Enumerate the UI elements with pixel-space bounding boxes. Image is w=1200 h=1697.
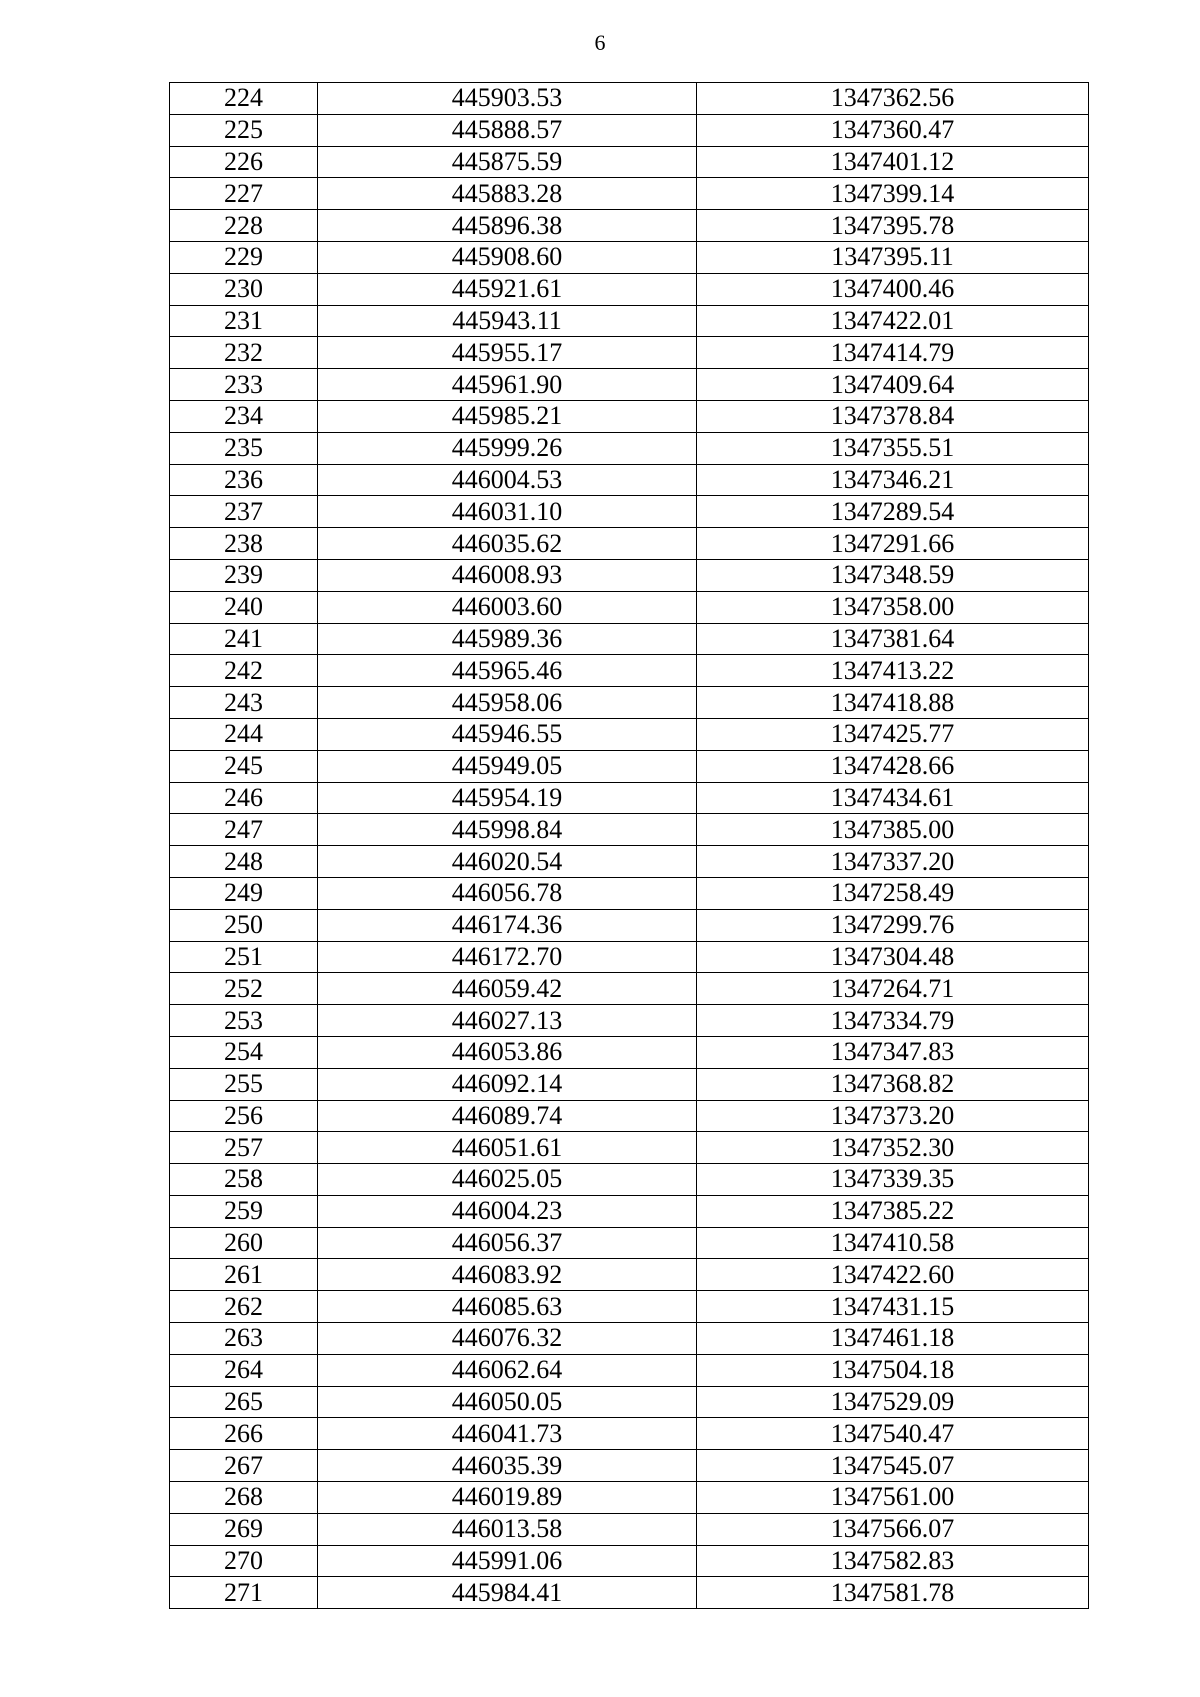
point-number-cell: 235 [170, 432, 318, 464]
x-coordinate-cell: 445921.61 [318, 273, 697, 305]
table-row [170, 718, 1089, 750]
y-coordinate-cell: 1347418.88 [697, 687, 1089, 719]
point-number-cell: 268 [170, 1482, 318, 1514]
point-number-cell: 241 [170, 623, 318, 655]
y-coordinate-cell: 1347410.58 [697, 1227, 1089, 1259]
y-coordinate-cell: 1347425.77 [697, 718, 1089, 750]
table-row [170, 1418, 1089, 1450]
point-number-cell: 225 [170, 114, 318, 146]
y-coordinate-cell: 1347304.48 [697, 941, 1089, 973]
table-row [170, 1291, 1089, 1323]
table-row [170, 305, 1089, 337]
point-number-cell: 229 [170, 241, 318, 273]
table-row [170, 591, 1089, 623]
point-number-cell: 237 [170, 496, 318, 528]
x-coordinate-cell: 445908.60 [318, 241, 697, 273]
table-row [170, 464, 1089, 496]
y-coordinate-cell: 1347422.01 [697, 305, 1089, 337]
table-row [170, 1323, 1089, 1355]
x-coordinate-cell: 445984.41 [318, 1577, 697, 1609]
table-row [170, 432, 1089, 464]
y-coordinate-cell: 1347414.79 [697, 337, 1089, 369]
y-coordinate-cell: 1347299.76 [697, 909, 1089, 941]
y-coordinate-cell: 1347561.00 [697, 1482, 1089, 1514]
table-row [170, 1100, 1089, 1132]
point-number-cell: 248 [170, 846, 318, 878]
y-coordinate-cell: 1347355.51 [697, 432, 1089, 464]
x-coordinate-cell: 445903.53 [318, 83, 697, 115]
y-coordinate-cell: 1347434.61 [697, 782, 1089, 814]
y-coordinate-cell: 1347581.78 [697, 1577, 1089, 1609]
table-row [170, 623, 1089, 655]
x-coordinate-cell: 445954.19 [318, 782, 697, 814]
y-coordinate-cell: 1347409.64 [697, 369, 1089, 401]
x-coordinate-cell: 446025.05 [318, 1164, 697, 1196]
x-coordinate-cell: 446003.60 [318, 591, 697, 623]
table-row [170, 782, 1089, 814]
y-coordinate-cell: 1347395.78 [697, 210, 1089, 242]
y-coordinate-cell: 1347373.20 [697, 1100, 1089, 1132]
x-coordinate-cell: 445985.21 [318, 400, 697, 432]
x-coordinate-cell: 446041.73 [318, 1418, 697, 1450]
point-number-cell: 251 [170, 941, 318, 973]
table-row [170, 814, 1089, 846]
point-number-cell: 236 [170, 464, 318, 496]
table-row [170, 273, 1089, 305]
x-coordinate-cell: 446008.93 [318, 559, 697, 591]
point-number-cell: 264 [170, 1354, 318, 1386]
table-row [170, 1259, 1089, 1291]
table-row [170, 1164, 1089, 1196]
table-row [170, 1132, 1089, 1164]
table-row [170, 337, 1089, 369]
x-coordinate-cell: 446092.14 [318, 1068, 697, 1100]
y-coordinate-cell: 1347431.15 [697, 1291, 1089, 1323]
y-coordinate-cell: 1347352.30 [697, 1132, 1089, 1164]
point-number-cell: 242 [170, 655, 318, 687]
x-coordinate-cell: 445883.28 [318, 178, 697, 210]
point-number-cell: 247 [170, 814, 318, 846]
point-number-cell: 228 [170, 210, 318, 242]
table-row [170, 178, 1089, 210]
coordinates-table-body [170, 83, 1089, 1609]
table-row [170, 973, 1089, 1005]
point-number-cell: 243 [170, 687, 318, 719]
y-coordinate-cell: 1347461.18 [697, 1323, 1089, 1355]
point-number-cell: 271 [170, 1577, 318, 1609]
x-coordinate-cell: 445955.17 [318, 337, 697, 369]
y-coordinate-cell: 1347358.00 [697, 591, 1089, 623]
table-row [170, 1450, 1089, 1482]
page-number: 6 [594, 30, 606, 55]
y-coordinate-cell: 1347334.79 [697, 1005, 1089, 1037]
x-coordinate-cell: 446174.36 [318, 909, 697, 941]
point-number-cell: 254 [170, 1036, 318, 1068]
table-row [170, 114, 1089, 146]
coordinates-table [169, 82, 1089, 1609]
point-number-cell: 239 [170, 559, 318, 591]
x-coordinate-cell: 446019.89 [318, 1482, 697, 1514]
point-number-cell: 269 [170, 1513, 318, 1545]
x-coordinate-cell: 446076.32 [318, 1323, 697, 1355]
point-number-cell: 232 [170, 337, 318, 369]
x-coordinate-cell: 446089.74 [318, 1100, 697, 1132]
table-row [170, 1195, 1089, 1227]
y-coordinate-cell: 1347347.83 [697, 1036, 1089, 1068]
point-number-cell: 263 [170, 1323, 318, 1355]
x-coordinate-cell: 446035.62 [318, 528, 697, 560]
table-row [170, 210, 1089, 242]
x-coordinate-cell: 446051.61 [318, 1132, 697, 1164]
y-coordinate-cell: 1347337.20 [697, 846, 1089, 878]
x-coordinate-cell: 445998.84 [318, 814, 697, 846]
point-number-cell: 270 [170, 1545, 318, 1577]
table-row [170, 83, 1089, 115]
table-row [170, 369, 1089, 401]
point-number-cell: 258 [170, 1164, 318, 1196]
y-coordinate-cell: 1347378.84 [697, 400, 1089, 432]
x-coordinate-cell: 446172.70 [318, 941, 697, 973]
table-row [170, 1036, 1089, 1068]
table-row [170, 909, 1089, 941]
point-number-cell: 238 [170, 528, 318, 560]
x-coordinate-cell: 446004.53 [318, 464, 697, 496]
point-number-cell: 261 [170, 1259, 318, 1291]
y-coordinate-cell: 1347422.60 [697, 1259, 1089, 1291]
x-coordinate-cell: 446050.05 [318, 1386, 697, 1418]
x-coordinate-cell: 446056.78 [318, 877, 697, 909]
table-row [170, 1068, 1089, 1100]
x-coordinate-cell: 445943.11 [318, 305, 697, 337]
x-coordinate-cell: 446013.58 [318, 1513, 697, 1545]
point-number-cell: 262 [170, 1291, 318, 1323]
y-coordinate-cell: 1347504.18 [697, 1354, 1089, 1386]
x-coordinate-cell: 445961.90 [318, 369, 697, 401]
x-coordinate-cell: 445965.46 [318, 655, 697, 687]
table-row [170, 941, 1089, 973]
table-row [170, 1577, 1089, 1609]
y-coordinate-cell: 1347529.09 [697, 1386, 1089, 1418]
x-coordinate-cell: 446059.42 [318, 973, 697, 1005]
point-number-cell: 255 [170, 1068, 318, 1100]
y-coordinate-cell: 1347381.64 [697, 623, 1089, 655]
table-row [170, 877, 1089, 909]
point-number-cell: 253 [170, 1005, 318, 1037]
table-row [170, 1227, 1089, 1259]
x-coordinate-cell: 446083.92 [318, 1259, 697, 1291]
x-coordinate-cell: 445896.38 [318, 210, 697, 242]
y-coordinate-cell: 1347582.83 [697, 1545, 1089, 1577]
table-row [170, 687, 1089, 719]
table-row [170, 528, 1089, 560]
point-number-cell: 244 [170, 718, 318, 750]
table-row [170, 400, 1089, 432]
point-number-cell: 252 [170, 973, 318, 1005]
table-row [170, 655, 1089, 687]
point-number-cell: 226 [170, 146, 318, 178]
table-row [170, 846, 1089, 878]
y-coordinate-cell: 1347339.35 [697, 1164, 1089, 1196]
point-number-cell: 249 [170, 877, 318, 909]
y-coordinate-cell: 1347400.46 [697, 273, 1089, 305]
x-coordinate-cell: 445949.05 [318, 750, 697, 782]
point-number-cell: 246 [170, 782, 318, 814]
point-number-cell: 256 [170, 1100, 318, 1132]
y-coordinate-cell: 1347291.66 [697, 528, 1089, 560]
table-row [170, 559, 1089, 591]
y-coordinate-cell: 1347258.49 [697, 877, 1089, 909]
table-row [170, 1005, 1089, 1037]
x-coordinate-cell: 446062.64 [318, 1354, 697, 1386]
point-number-cell: 224 [170, 83, 318, 115]
y-coordinate-cell: 1347362.56 [697, 83, 1089, 115]
y-coordinate-cell: 1347385.22 [697, 1195, 1089, 1227]
x-coordinate-cell: 445875.59 [318, 146, 697, 178]
y-coordinate-cell: 1347385.00 [697, 814, 1089, 846]
point-number-cell: 227 [170, 178, 318, 210]
y-coordinate-cell: 1347545.07 [697, 1450, 1089, 1482]
table-row [170, 146, 1089, 178]
y-coordinate-cell: 1347368.82 [697, 1068, 1089, 1100]
point-number-cell: 257 [170, 1132, 318, 1164]
point-number-cell: 250 [170, 909, 318, 941]
point-number-cell: 233 [170, 369, 318, 401]
table-row [170, 1513, 1089, 1545]
point-number-cell: 267 [170, 1450, 318, 1482]
point-number-cell: 266 [170, 1418, 318, 1450]
x-coordinate-cell: 446027.13 [318, 1005, 697, 1037]
point-number-cell: 230 [170, 273, 318, 305]
point-number-cell: 259 [170, 1195, 318, 1227]
point-number-cell: 234 [170, 400, 318, 432]
y-coordinate-cell: 1347289.54 [697, 496, 1089, 528]
x-coordinate-cell: 445989.36 [318, 623, 697, 655]
point-number-cell: 240 [170, 591, 318, 623]
y-coordinate-cell: 1347428.66 [697, 750, 1089, 782]
point-number-cell: 231 [170, 305, 318, 337]
x-coordinate-cell: 445958.06 [318, 687, 697, 719]
x-coordinate-cell: 446085.63 [318, 1291, 697, 1323]
x-coordinate-cell: 446053.86 [318, 1036, 697, 1068]
y-coordinate-cell: 1347346.21 [697, 464, 1089, 496]
y-coordinate-cell: 1347566.07 [697, 1513, 1089, 1545]
table-row [170, 1482, 1089, 1514]
x-coordinate-cell: 446056.37 [318, 1227, 697, 1259]
x-coordinate-cell: 446020.54 [318, 846, 697, 878]
y-coordinate-cell: 1347360.47 [697, 114, 1089, 146]
x-coordinate-cell: 445946.55 [318, 718, 697, 750]
y-coordinate-cell: 1347413.22 [697, 655, 1089, 687]
table-row [170, 750, 1089, 782]
y-coordinate-cell: 1347399.14 [697, 178, 1089, 210]
table-row [170, 1386, 1089, 1418]
table-row [170, 1545, 1089, 1577]
x-coordinate-cell: 445999.26 [318, 432, 697, 464]
y-coordinate-cell: 1347395.11 [697, 241, 1089, 273]
x-coordinate-cell: 445991.06 [318, 1545, 697, 1577]
table-row [170, 496, 1089, 528]
x-coordinate-cell: 445888.57 [318, 114, 697, 146]
x-coordinate-cell: 446004.23 [318, 1195, 697, 1227]
y-coordinate-cell: 1347540.47 [697, 1418, 1089, 1450]
table-row [170, 1354, 1089, 1386]
x-coordinate-cell: 446031.10 [318, 496, 697, 528]
y-coordinate-cell: 1347264.71 [697, 973, 1089, 1005]
point-number-cell: 260 [170, 1227, 318, 1259]
y-coordinate-cell: 1347401.12 [697, 146, 1089, 178]
table-row [170, 241, 1089, 273]
y-coordinate-cell: 1347348.59 [697, 559, 1089, 591]
point-number-cell: 245 [170, 750, 318, 782]
x-coordinate-cell: 446035.39 [318, 1450, 697, 1482]
point-number-cell: 265 [170, 1386, 318, 1418]
